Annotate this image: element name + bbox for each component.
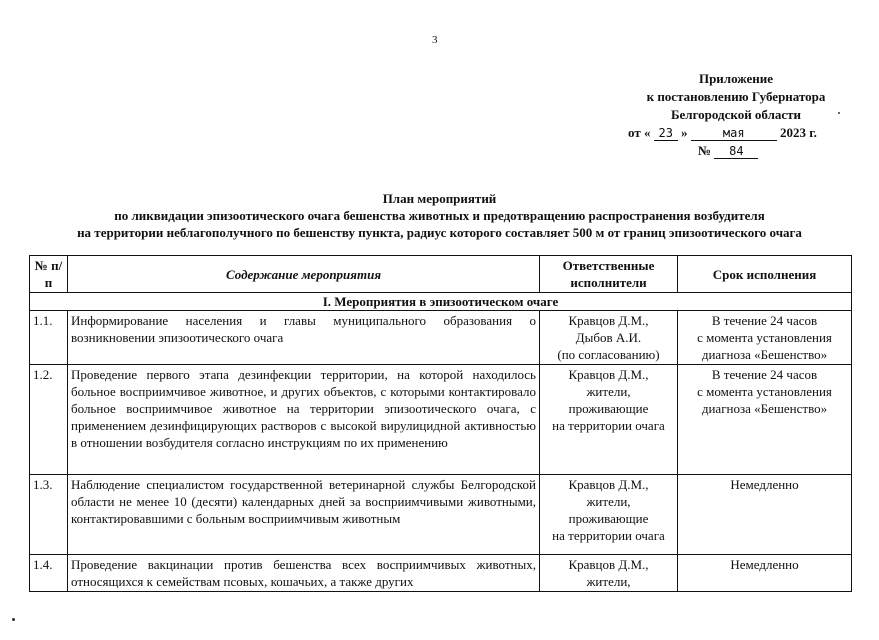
scan-speck bbox=[12, 618, 15, 621]
responsible-line: Кравцов Д.М., bbox=[568, 557, 649, 572]
row-content: Проведение вакцинации против бешенства всех восприимчивых животных, относящихся к семействам псовых, кошачьих, а также других bbox=[68, 555, 540, 592]
responsible-line: жители, bbox=[586, 384, 631, 399]
section-title: I. Мероприятия в эпизоотическом очаге bbox=[30, 293, 852, 311]
table-row bbox=[30, 555, 852, 592]
responsible-line: на территории очага bbox=[552, 418, 665, 433]
responsible-line: жители, bbox=[586, 494, 631, 509]
section-row bbox=[30, 293, 852, 311]
responsible-line: Кравцов Д.М., bbox=[568, 367, 649, 382]
row-num: 1.2. bbox=[30, 365, 68, 475]
header-content: Содержание мероприятия bbox=[68, 256, 540, 293]
table-header-row bbox=[30, 256, 852, 293]
responsible-line: проживающие bbox=[568, 511, 649, 526]
header-num: № п/п bbox=[30, 256, 68, 293]
row-content: Проведение первого этапа дезинфекции территории, на которой находилось больное восприимчивое животное, и других объектов, с которыми контактировало больное восприимчивое животное на территории эпизоотического очага, с применением дезинфицирующих растворов с высокой вирулицидной активностью в отношении возбудителя согласно инструкциям по их применению bbox=[68, 365, 540, 475]
responsible-line: Дыбов А.И. bbox=[575, 330, 642, 345]
row-deadline bbox=[678, 311, 852, 365]
date-mid: » bbox=[680, 125, 688, 140]
title-line-1: План мероприятий bbox=[382, 191, 497, 206]
appendix-title: Приложение bbox=[698, 71, 774, 86]
appendix-region: Белгородской области bbox=[670, 107, 802, 122]
appendix-block bbox=[620, 70, 852, 160]
table-row bbox=[30, 475, 852, 555]
deadline-line: с момента установления bbox=[697, 384, 832, 399]
responsible-line: (по согласованию) bbox=[557, 347, 660, 362]
title-line-3: на территории неблагополучного по бешенству пункта, радиус которого составляет 500 м от границ эпизоотического очага bbox=[77, 225, 802, 240]
responsible-line: Кравцов Д.М., bbox=[568, 477, 649, 492]
date-month: мая bbox=[691, 126, 777, 141]
responsible-line: проживающие bbox=[568, 401, 649, 416]
row-num: 1.4. bbox=[30, 555, 68, 592]
header-deadline: Срок исполнения bbox=[678, 256, 852, 293]
responsible-line: на территории очага bbox=[552, 528, 665, 543]
deadline-line: диагноза «Бешенство» bbox=[701, 347, 828, 362]
deadline-line: диагноза «Бешенство» bbox=[701, 401, 828, 416]
header-responsible: Ответственные исполнители bbox=[540, 256, 678, 293]
appendix-date bbox=[620, 124, 852, 142]
deadline-line: с момента установления bbox=[697, 330, 832, 345]
plan-title bbox=[0, 190, 879, 241]
date-year: 2023 г. bbox=[779, 125, 817, 140]
table-row bbox=[30, 365, 852, 475]
deadline-line: Немедленно bbox=[730, 557, 799, 572]
deadline-line: В течение 24 часов bbox=[711, 313, 818, 328]
deadline-line: Немедленно bbox=[730, 477, 799, 492]
deadline-line: В течение 24 часов bbox=[711, 367, 818, 382]
row-deadline bbox=[678, 555, 852, 592]
row-deadline bbox=[678, 475, 852, 555]
responsible-line: жители, bbox=[586, 574, 631, 589]
number-prefix: № bbox=[698, 143, 712, 158]
row-num: 1.1. bbox=[30, 311, 68, 365]
row-responsible bbox=[540, 311, 678, 365]
appendix-decree: к постановлению Губернатора bbox=[646, 89, 826, 104]
row-content: Информирование населения и главы муниципального образования о возникновении эпизоотического очага bbox=[68, 311, 540, 365]
row-responsible bbox=[540, 475, 678, 555]
responsible-line: Кравцов Д.М., bbox=[568, 313, 649, 328]
date-day: 23 bbox=[654, 126, 678, 141]
row-responsible bbox=[540, 365, 678, 475]
row-deadline bbox=[678, 365, 852, 475]
title-line-2: по ликвидации эпизоотического очага бешенства животных и предотвращению распространения возбудителя bbox=[114, 208, 765, 223]
date-prefix: от « bbox=[628, 125, 651, 140]
row-content: Наблюдение специалистом государственной ветеринарной службы Белгородской области не менее 10 (десяти) календарных дней за восприимчивыми животными, контактировавшими с больным восприимчивым животным bbox=[68, 475, 540, 555]
appendix-number bbox=[620, 142, 852, 160]
decree-number: 84 bbox=[714, 144, 758, 159]
measures-table bbox=[29, 255, 852, 592]
table-row bbox=[30, 311, 852, 365]
page-number: 3 bbox=[432, 34, 438, 46]
row-responsible bbox=[540, 555, 678, 592]
row-num: 1.3. bbox=[30, 475, 68, 555]
